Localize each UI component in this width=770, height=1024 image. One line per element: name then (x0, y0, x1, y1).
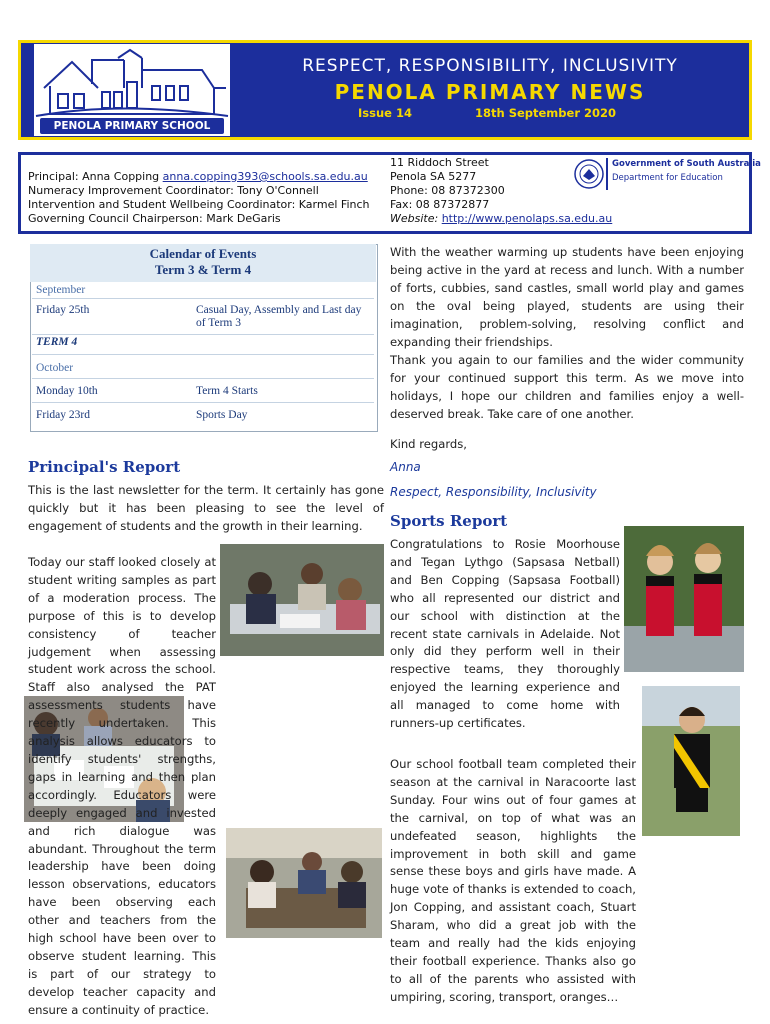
calendar-divider (32, 334, 374, 335)
calendar-event: Term 4 Starts (196, 385, 258, 397)
football-player-photo (642, 686, 740, 836)
address-line-1: 11 Riddoch Street (390, 156, 489, 169)
principal-email-link[interactable]: anna.copping393@schools.sa.edu.au (162, 170, 368, 183)
staff-photo-1 (220, 544, 384, 656)
website-line (390, 212, 612, 225)
calendar-event: Casual Day, Assembly and Last day of Term 3 (196, 304, 362, 329)
principal-report-body (28, 554, 216, 1017)
signature-motto: Respect, Responsibility, Inclusivity (390, 485, 597, 499)
issue-number: Issue 14 (358, 106, 412, 120)
calendar-date: Friday 25th (36, 304, 90, 316)
fax: Fax: 08 87372877 (390, 198, 490, 211)
kind-regards: Kind regards, (390, 437, 467, 451)
website-label: Website: (390, 212, 442, 225)
calendar-title: Calendar of Events (149, 246, 257, 261)
newsletter-title: PENOLA PRIMARY NEWS (334, 80, 646, 104)
govt-divider (606, 158, 608, 190)
principal-line (28, 170, 368, 183)
phone: Phone: 08 87372300 (390, 184, 505, 197)
calendar-divider (32, 378, 374, 379)
govt-logo (574, 156, 761, 194)
calendar-divider (32, 354, 374, 355)
principal-label: Principal: Anna Copping (28, 170, 163, 183)
football-player-photo-icon (642, 686, 740, 836)
principal-report-heading: Principal's Report (28, 458, 181, 476)
calendar-divider (32, 402, 374, 403)
piping-shrike-emblem-icon (574, 156, 604, 194)
staff-photo-3 (226, 828, 382, 938)
calendar-divider (32, 298, 374, 299)
calendar-month-september: September (36, 284, 86, 296)
sports-report-heading: Sports Report (390, 512, 508, 530)
calendar-event: Sports Day (196, 409, 248, 421)
sports-report-intro: Congratulations to Rosie Moorhouse and Tegan Lythgo (Sapsasa Netball) and Ben Copping (Sapsasa Football) who all represented our district and our school with distinction at the recent state carnivals in Adelaide. Not only did they perform well in their respective teams, they thoroughly enjoyed the learning experience and all managed to come home with runners-up certificates. (390, 537, 620, 731)
website-link[interactable]: http://www.penolaps.sa.edu.au (441, 212, 613, 225)
netball-players-photo (624, 526, 744, 672)
numeracy-coordinator: Numeracy Improvement Coordinator: Tony O'Connell (28, 184, 319, 197)
signature-name: Anna (390, 460, 421, 474)
right-intro-paragraph: With the weather warming up students have been enjoying being active in the yard at recess and lunch. With a number of forts, cubbies, sand castles, small world play and games on the oval being played, students are using their imagination, problem-solving, resolving conflict and expanding their friendships. (390, 245, 744, 349)
principal-report-intro: This is the last newsletter for the term. It certainly has gone quickly but it has been pleasing to see the level of engagement of students and the growth in their learning. (28, 483, 384, 533)
address-line-2: Penola SA 5277 (390, 170, 477, 183)
calendar-date: Monday 10th (36, 385, 98, 397)
school-building-icon (34, 44, 230, 118)
principal-report-body-text: Today our staff looked closely at student writing samples as part of a moderation process. The purpose of this is to develop consistency of teacher judgement when assessing student work across the school. Staff also analysed the PAT assessments students have recently undertaken. This analysis allows educators to identify students' strengths, gaps in learning and then plan accordingly. Educators were deeply engaged and invested and rich dialogue was abundant. Throughout the term leadership have been doing lesson observations, educators have been observing each other and teachers from the high school have been over to observe student learning. This is part of our strategy to develop teacher capacity and ensure a continuity of practice. (28, 555, 216, 1017)
calendar-date: Friday 23rd (36, 409, 90, 421)
govt-name: Government of South Australia (612, 159, 761, 169)
wellbeing-coordinator: Intervention and Student Wellbeing Coordinator: Karmel Finch (28, 198, 370, 211)
issue-date: 18th September 2020 (475, 106, 616, 120)
sports-report-football: Our school football team completed their season at the carnival in Naracoorte last Sunday. Four wins out of four games at the carnival, on top of what was an undefeated season, highlights the improvement in both skill and game sense these boys and girls have made. A huge vote of thanks is extended to coach, Jon Copping, and assistant coach, Stuart Sharam, who did a great job with the team and really had the kids enjoying their football experience. Thanks also go to all of the parents who assisted with umpiring, scoring, transport, oranges… (390, 757, 636, 1004)
calendar-subtitle: Term 3 & Term 4 (154, 262, 252, 277)
calendar-term-label: TERM 4 (36, 336, 78, 348)
school-name: PENOLA PRIMARY SCHOOL (40, 118, 224, 134)
observation-photo-icon (226, 828, 382, 938)
govt-department: Department for Education (612, 173, 723, 183)
motto: RESPECT, RESPONSIBILITY, INCLUSIVITY (302, 56, 678, 76)
staff-meeting-photo-icon (220, 544, 384, 656)
calendar-month-october: October (36, 362, 74, 374)
netball-players-photo-icon (624, 526, 744, 672)
right-thanks-paragraph: Thank you again to our families and the wider community for your continued support this term. As we move into holidays, I hope our children and families enjoy a well-deserved break. Take care of one another. (390, 353, 744, 421)
council-chair: Governing Council Chairperson: Mark DeGaris (28, 212, 281, 225)
